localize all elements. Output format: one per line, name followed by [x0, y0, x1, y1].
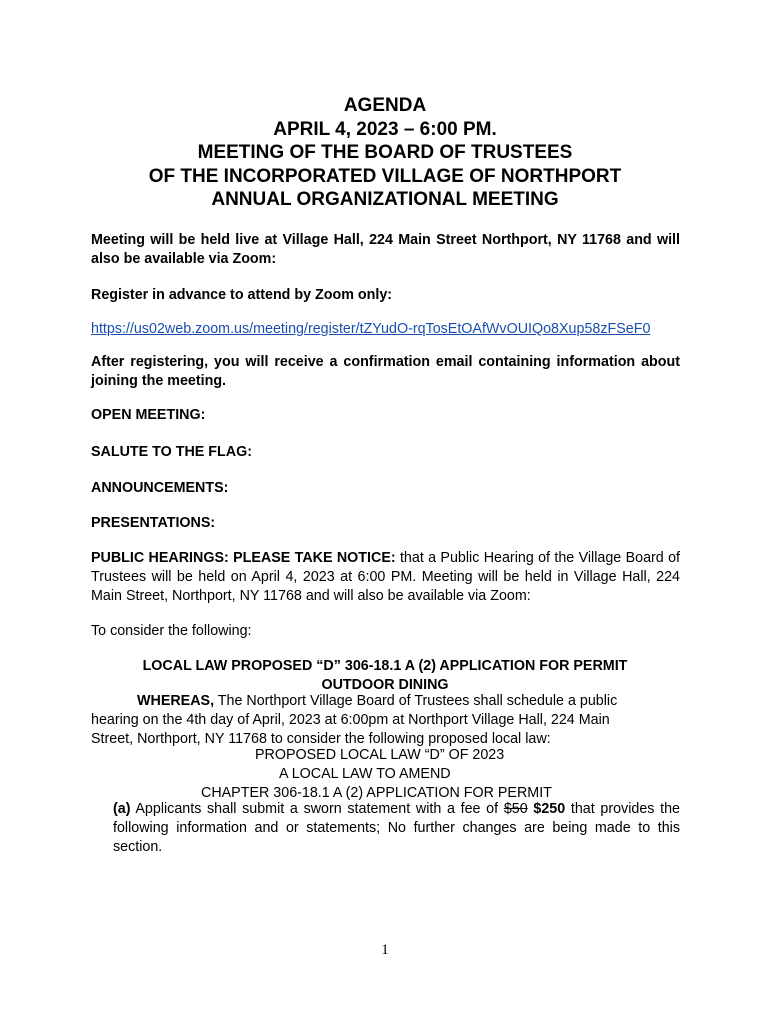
section-open-meeting: OPEN MEETING: [91, 407, 206, 423]
proposed-line2: A LOCAL LAW TO AMEND [279, 766, 451, 782]
local-law-heading-line2: OUTDOOR DINING [321, 677, 449, 693]
consider-note: To consider the following: [91, 623, 252, 639]
public-hearings-text: that a Public Hearing of the Village Board of Trustees will be held on April 4, 2023 at 6:00 PM. Meeting will be held in Village Hall, 224 Main Street, Northport, NY 11768 and will also be available via Zoom: [91, 550, 680, 604]
section-presentations: PRESENTATIONS: [91, 515, 216, 531]
agenda-title [60, 94, 710, 212]
local-law-heading [70, 657, 700, 695]
whereas-label: WHEREAS, [137, 693, 215, 709]
whereas-line3: Street, Northport, NY 11768 to consider the following proposed local law: [91, 731, 551, 747]
proposed-line3: CHAPTER 306-18.1 A (2) APPLICATION FOR PERMIT [201, 785, 552, 801]
title-line-meeting: MEETING OF THE BOARD OF TRUSTEES [197, 142, 573, 163]
whereas-paragraph [91, 692, 711, 749]
local-law-heading-line1: LOCAL LAW PROPOSED “D” 306-18.1 A (2) APPLICATION FOR PERMIT [142, 658, 628, 674]
title-line-date: APRIL 4, 2023 – 6:00 PM. [273, 118, 497, 140]
item-a-old-fee: $50 [503, 801, 528, 817]
section-announcements: ANNOUNCEMENTS: [91, 480, 229, 496]
zoom-link-row [91, 320, 680, 339]
item-a-new-fee: $250 [527, 801, 566, 817]
proposed-line1: PROPOSED LOCAL LAW “D” OF 2023 [255, 747, 505, 763]
section-salute-flag: SALUTE TO THE FLAG: [91, 444, 252, 460]
item-a-label: (a) [113, 801, 131, 817]
whereas-line2: hearing on the 4th day of April, 2023 at 6:00pm at Northport Village Hall, 224 Main [91, 712, 610, 728]
item-a-post: that provides the following information and or statements; No further changes are being made to this section. [113, 801, 681, 855]
whereas-line1 [91, 692, 711, 711]
public-hearings-paragraph [91, 549, 680, 606]
register-note: Register in advance to attend by Zoom only: [91, 287, 393, 303]
page-number: 1 [381, 942, 389, 958]
title-line-annual: ANNUAL ORGANIZATIONAL MEETING [211, 189, 559, 210]
zoom-registration-link[interactable]: https://us02web.zoom.us/meeting/register/tZYudO-rqTosEtOAfWvOUIQo8Xup58zFSeF0 [91, 321, 651, 337]
item-a-paragraph [113, 800, 680, 857]
public-hearings-label: PUBLIC HEARINGS: PLEASE TAKE NOTICE: [91, 550, 396, 566]
whereas-line1-text: The Northport Village Board of Trustees shall schedule a public [214, 693, 618, 709]
title-line-agenda: AGENDA [343, 95, 427, 116]
meeting-location: Meeting will be held live at Village Hall, 224 Main Street Northport, NY 11768 and will also be available via Zoom: [91, 232, 680, 267]
title-line-village: OF THE INCORPORATED VILLAGE OF NORTHPORT [148, 165, 622, 187]
confirmation-note: After registering, you will receive a confirmation email containing information about joining the meeting. [91, 354, 680, 389]
item-a-pre: Applicants shall submit a sworn statement with a fee of [130, 801, 504, 817]
proposed-law-block [91, 746, 680, 803]
